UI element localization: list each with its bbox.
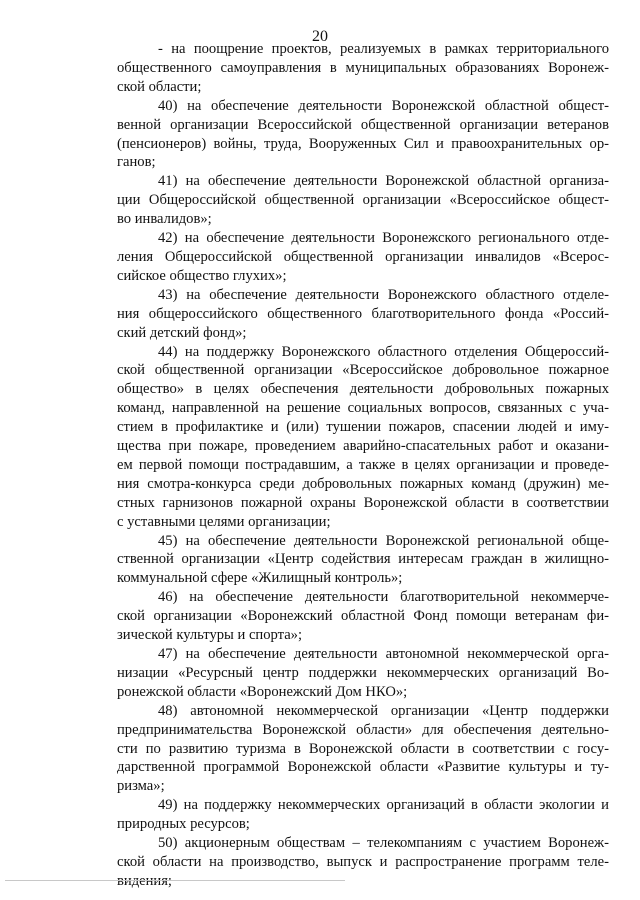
paragraph [117, 286, 609, 343]
text-line: 42) на обеспечение деятельности Воронежского регионального отде- [158, 230, 609, 247]
text-line: ризма»; [117, 778, 165, 795]
paragraph [117, 40, 609, 97]
text-line: (пенсионеров) войны, труда, Вооруженных Сил и правоохранительных ор- [117, 135, 609, 152]
text-line: ской области на производство, выпуск и распространение программ теле- [117, 853, 609, 870]
text-line: ния общероссийского общественного благотворительного фонда «Россий- [117, 305, 609, 322]
text-line: ский детский фонд»; [117, 324, 247, 341]
text-line: сти по развитию туризма в Воронежской области в соответствии с госу- [117, 740, 609, 757]
text-line: ции Общероссийской общественной организации «Всероссийское общест- [117, 192, 609, 209]
text-line: 40) на обеспечение деятельности Воронежской областной общест- [158, 97, 609, 114]
document-body [117, 40, 609, 891]
paragraph [117, 532, 609, 589]
text-line: 47) на обеспечение деятельности автономной некоммерческой орга- [158, 646, 609, 662]
text-line: стных гарнизонов пожарной охраны Воронежской области в соответствии [117, 494, 609, 511]
paragraph [117, 796, 609, 834]
footer-rule [5, 880, 345, 881]
paragraph [117, 229, 609, 286]
text-line: 45) на обеспечение деятельности Воронежской региональной обще- [158, 532, 609, 549]
text-line: ления Общероссийской общественной организации инвалидов «Всерос- [117, 248, 609, 265]
text-line: 41) на обеспечение деятельности Воронежской областной организа- [158, 173, 609, 190]
text-line: 48) автономной некоммерческой организации «Центр поддержки [158, 702, 609, 719]
text-line: 46) на обеспечение деятельности благотворительной некоммерче- [158, 589, 609, 606]
text-line: ской области; [117, 78, 202, 95]
text-line: сийское общество глухих»; [117, 267, 287, 284]
paragraph [117, 645, 609, 702]
text-line: с уставными целями организации; [117, 513, 331, 530]
text-line: предпринимательства Воронежской области» для обеспечения деятельно- [117, 721, 609, 738]
text-line: низации «Ресурсный центр поддержки некоммерческих организаций Во- [117, 664, 609, 681]
paragraph [117, 834, 609, 891]
paragraph [117, 97, 609, 173]
paragraph [117, 702, 609, 797]
text-line: общество» в целях обеспечения деятельности добровольных пожарных [117, 381, 609, 398]
text-line: дарственной программой Воронежской области «Развитие культуры и ту- [117, 759, 609, 776]
paragraph [117, 343, 609, 532]
page-number: 20 [312, 28, 328, 45]
text-line: природных ресурсов; [117, 816, 250, 833]
text-line: ственной организации «Центр содействия интересам граждан в жилищно- [117, 551, 609, 568]
text-line: команд, направленной на решение социальных вопросов, связанных с уча- [117, 400, 609, 417]
paragraph [117, 588, 609, 645]
text-line: - на поощрение проектов, реализуемых в рамках территориального [158, 41, 609, 57]
text-line: общественного самоуправления в муниципальных образованиях Воронеж- [117, 59, 609, 76]
text-line: ронежской области «Воронежский Дом НКО»; [117, 683, 408, 700]
text-line: ской организации «Воронежский областной Фонд помощи ветеранам фи- [117, 608, 609, 625]
text-line: видения; [117, 872, 172, 889]
text-line: стием в профилактике и (или) тушении пожаров, спасении людей и иму- [117, 419, 609, 436]
text-line: ганов; [117, 154, 156, 171]
text-line: 49) на поддержку некоммерческих организаций в области экологии и [158, 797, 609, 814]
paragraph [117, 172, 609, 229]
text-line: 44) на поддержку Воронежского областного отделения Общероссий- [158, 343, 609, 360]
text-line: ния смотра-конкурса среди добровольных пожарных команд (дружин) ме- [117, 475, 609, 492]
text-line: венной организации Всероссийской общественной организации ветеранов [117, 116, 609, 133]
text-line: во инвалидов»; [117, 211, 212, 228]
text-line: щества при пожаре, проведением аварийно-спасательных работ и оказани- [117, 438, 609, 455]
text-line: ем первой помощи пострадавшим, а также в целях организации и проведе- [117, 456, 609, 473]
text-line: зической культуры и спорта»; [117, 627, 303, 644]
text-line: 43) на обеспечение деятельности Воронежского областного отделе- [158, 286, 609, 303]
text-line: коммунальной сфере «Жилищный контроль»; [117, 570, 403, 587]
text-line: 50) акционерным обществам – телекомпаниям с участием Воронеж- [158, 835, 609, 852]
text-line: ской общественной организации «Всероссийское добровольное пожарное [117, 362, 609, 379]
